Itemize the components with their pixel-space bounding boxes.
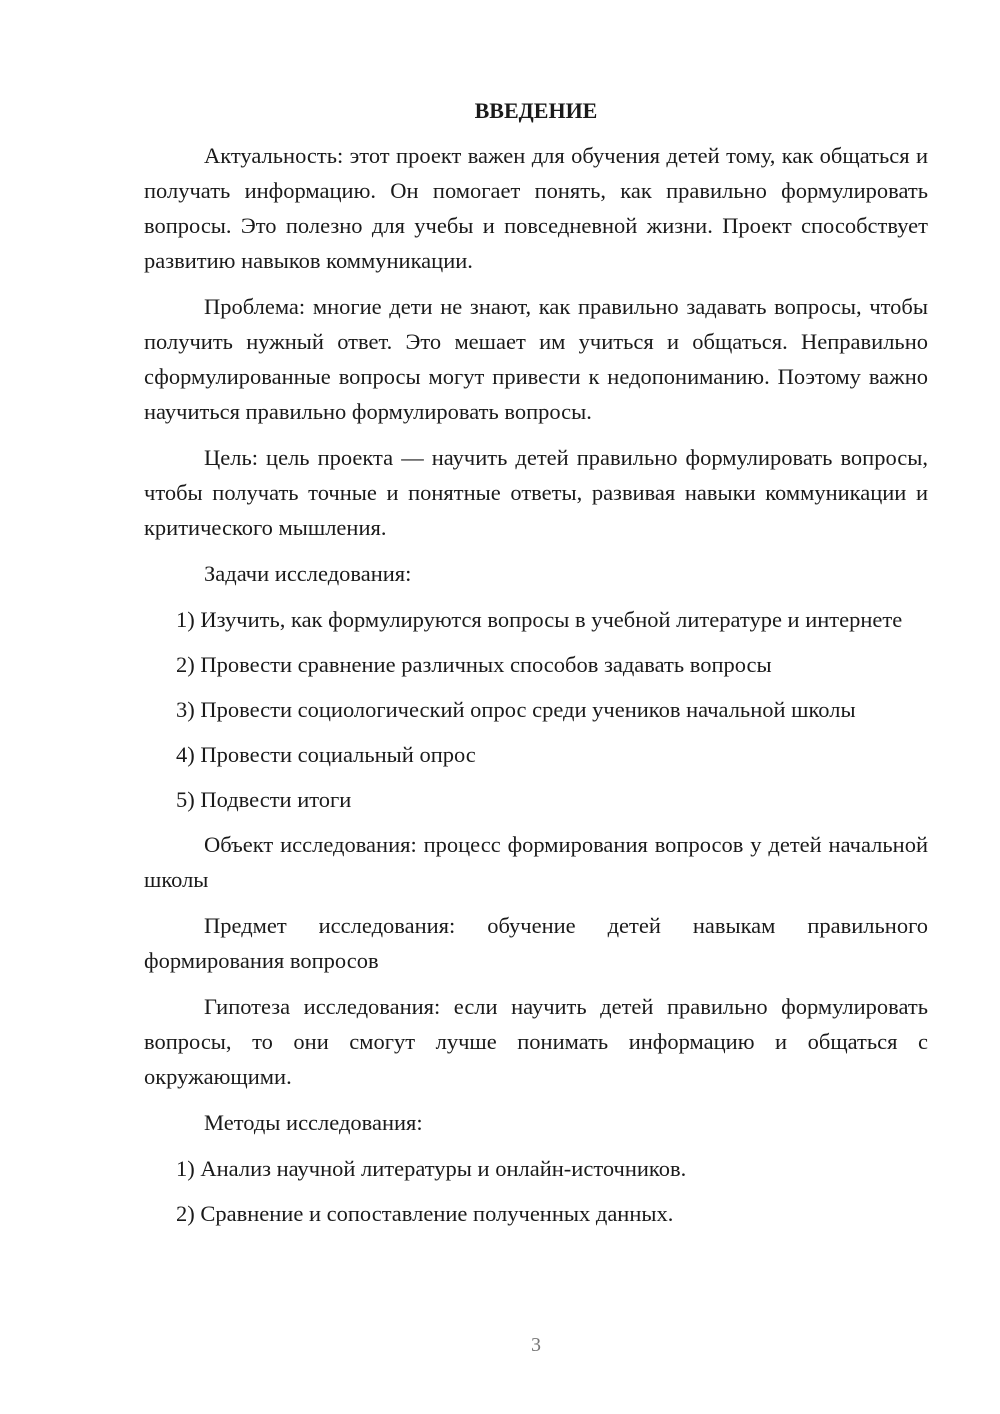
tasks-heading: Задачи исследования: <box>204 561 412 586</box>
task-item: 4) Провести социальный опрос <box>176 742 476 767</box>
object-paragraph: Объект исследования: процесс формирования вопросов у детей начальной школы <box>144 832 928 892</box>
page-number: 3 <box>531 1334 541 1356</box>
task-item: 2) Провести сравнение различных способов задавать вопросы <box>176 652 772 677</box>
method-item: 2) Сравнение и сопоставление полученных данных. <box>176 1201 674 1226</box>
goal-paragraph: Цель: цель проекта — научить детей правильно формулировать вопросы, чтобы получать точные и понятные ответы, развивая навыки коммуникации и критического мышления. <box>144 445 928 540</box>
subject-paragraph: Предмет исследования: обучение детей навыкам правильного формирования вопросов <box>144 913 928 973</box>
task-item: 1) Изучить, как формулируются вопросы в учебной литературе и интернете <box>176 607 903 632</box>
problem-paragraph: Проблема: многие дети не знают, как правильно задавать вопросы, чтобы получить нужный ответ. Это мешает им учиться и общаться. Неправильно сформулированные вопросы могут привести к недопониманию. Поэтому важно научиться правильно формулировать вопросы. <box>144 294 928 424</box>
page-content <box>144 96 928 1241</box>
task-item: 3) Провести социологический опрос среди учеников начальной школы <box>176 697 856 722</box>
method-item: 1) Анализ научной литературы и онлайн-источников. <box>176 1156 687 1181</box>
methods-heading: Методы исследования: <box>204 1110 423 1135</box>
task-item: 5) Подвести итоги <box>176 787 352 812</box>
relevance-paragraph: Актуальность: этот проект важен для обучения детей тому, как общаться и получать информацию. Он помогает понять, как правильно формулировать вопросы. Это полезно для учебы и повседневной жизни. Проект способствует развитию навыков коммуникации. <box>144 143 928 273</box>
hypothesis-paragraph: Гипотеза исследования: если научить детей правильно формулировать вопросы, то они смогут лучше понимать информацию и общаться с окружающими. <box>144 994 928 1089</box>
section-title: ВВЕДЕНИЕ <box>474 98 598 123</box>
